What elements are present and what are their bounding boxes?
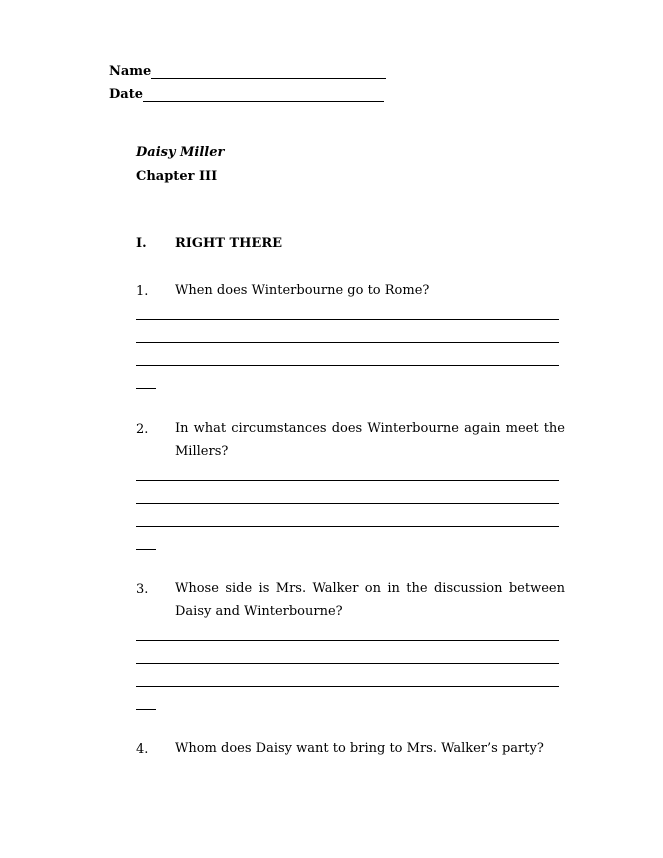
question-3-text-line-2: Daisy and Winterbourne? (175, 604, 343, 619)
question-4-number: 4. (136, 742, 149, 757)
question-2-text-line-2: Millers? (175, 444, 229, 459)
question-4-text: Whom does Daisy want to bring to Mrs. Walker’s party? (175, 741, 544, 756)
question-3-number: 3. (136, 582, 149, 597)
answer-line[interactable] (136, 388, 156, 389)
answer-line[interactable] (136, 342, 559, 343)
question-3-text-line-1: Whose side is Mrs. Walker on in the discussion between (175, 581, 565, 596)
answer-line[interactable] (136, 640, 559, 641)
question-2-number: 2. (136, 422, 149, 437)
answer-line[interactable] (136, 709, 156, 710)
answer-line[interactable] (136, 663, 559, 664)
answer-line[interactable] (136, 503, 559, 504)
section-title: RIGHT THERE (175, 236, 283, 251)
question-1-text: When does Winterbourne go to Rome? (175, 283, 430, 298)
answer-line[interactable] (136, 480, 559, 481)
book-title: Daisy Miller (136, 145, 225, 160)
answer-line[interactable] (136, 365, 559, 366)
date-label: Date (109, 87, 143, 102)
question-1-number: 1. (136, 284, 149, 299)
section-number: I. (136, 236, 147, 251)
name-blank-line[interactable] (151, 66, 386, 79)
date-field[interactable] (109, 87, 384, 102)
answer-line[interactable] (136, 319, 559, 320)
date-blank-line[interactable] (143, 89, 384, 102)
chapter-title: Chapter III (136, 169, 218, 184)
answer-line[interactable] (136, 526, 559, 527)
name-field[interactable] (109, 64, 386, 79)
answer-line[interactable] (136, 686, 559, 687)
answer-line[interactable] (136, 549, 156, 550)
question-2-text-line-1: In what circumstances does Winterbourne again meet the (175, 421, 565, 436)
name-label: Name (109, 64, 152, 79)
